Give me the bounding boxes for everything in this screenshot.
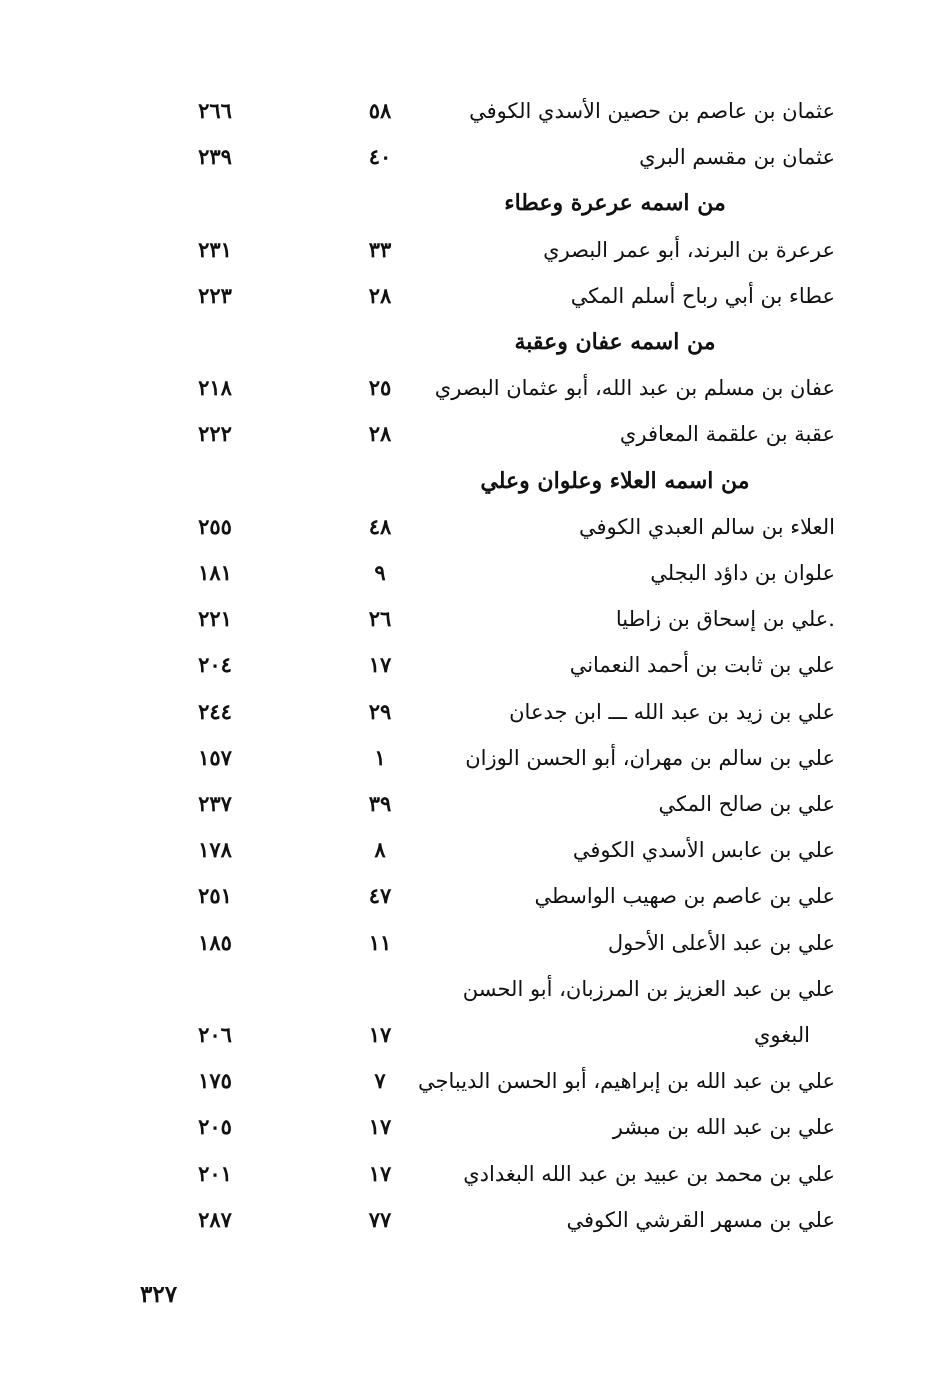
entry-name: علي بن عبد الله بن مبشر [612,1115,835,1140]
entry-page: ٢٨٧ [198,1206,232,1232]
entry-number: ٩ [374,560,386,585]
entry-page: ١٨١ [198,560,232,585]
entry-number: ٥٨ [368,98,392,123]
index-entry [0,504,940,550]
entry-name: عفان بن مسلم بن عبد الله، أبو عثمان البصري [434,376,835,401]
entry-name: علي بن عبد الله بن إبراهيم، أبو الحسن الديباجي [417,1069,835,1094]
entry-page: ٢٥٥ [198,513,232,539]
index-entry [0,411,940,457]
entry-number: ٧ [374,1068,386,1094]
page-number: ٣٢٧ [140,1281,178,1308]
section-heading-row [0,319,940,365]
entry-number: ١٧ [368,1160,392,1186]
entry-page: ٢٢٢ [198,421,232,447]
entry-page: ٢٦٦ [198,98,232,123]
entry-name: علي بن ثابت بن أحمد النعماني [569,653,835,678]
index-entry [0,1058,940,1104]
entry-name: علي بن عبد العزيز بن المرزبان، أبو الحسن [462,976,835,1001]
entry-page: ١٧٨ [198,837,232,863]
entry-number: ٤٨ [368,513,392,539]
index-entry [0,689,940,735]
entry-name: عرعرة بن البرند، أبو عمر البصري [543,237,835,262]
index-entry [0,966,940,1012]
entry-page: ٢٠٦ [198,1022,232,1047]
entry-name: علي بن صالح المكي [658,792,835,816]
entry-number: ٨ [374,837,386,863]
entry-number: ٣٩ [368,791,392,816]
index-entry [0,88,940,134]
entry-number: ٤٠ [368,144,392,170]
entry-name: عثمان بن مقسم البري [639,145,835,170]
section-heading: من اسمه العلاء وعلوان وعلي [480,467,750,494]
entry-name: علوان بن داؤد البجلي [650,561,835,585]
index-entry [0,596,940,642]
index-entry [0,827,940,873]
entry-name: عثمان بن عاصم بن حصين الأسدي الكوفي [469,99,835,123]
entry-page: ٢١٨ [198,375,232,401]
index-entry [0,227,940,273]
entry-page: ٢٣٧ [198,791,232,816]
entry-page: ٢٣٩ [198,144,232,170]
index-entry [0,781,940,827]
entry-name: عقبة بن علقمة المعافري [619,422,835,447]
entry-number: ١٧ [368,652,392,678]
index-entry [0,550,940,596]
entry-number: ٢٨ [368,282,392,308]
entry-name: علي بن عبد الأعلى الأحول [607,930,835,955]
section-heading: من اسمه عرعرة وعطاء [504,190,726,217]
index-entry [0,1104,940,1150]
entry-page: ١٥٧ [198,744,232,770]
entry-number: ١ [374,744,386,770]
index-entry [0,1197,940,1243]
entry-page: ١٨٥ [198,929,232,955]
entry-number: ٢٥ [368,375,392,401]
entry-name: علي بن عاصم بن صهيب الواسطي [534,884,835,909]
entry-name: علي بن مسهر القرشي الكوفي [566,1207,835,1232]
entry-page: ٢٢٣ [198,282,232,308]
index-entry [0,1012,940,1058]
index-entry [0,873,940,919]
entry-name: علي بن محمد بن عبيد بن عبد الله البغدادي [463,1161,835,1186]
entry-name: علي بن سالم بن مهران، أبو الحسن الوزان [465,745,835,770]
index-entry [0,642,940,688]
entry-name: البغوي [754,1023,810,1047]
entry-name: .علي بن إسحاق بن زاطيا [615,607,835,632]
entry-page: ٢٠٥ [198,1114,232,1140]
entry-number: ٢٩ [368,698,392,724]
entry-page: ٢٠١ [198,1160,232,1186]
entry-page: ٢٣١ [198,236,232,262]
index-entry [0,1151,940,1197]
section-heading-row [0,458,940,504]
entry-page: ٢٢١ [198,606,232,632]
index-entry [0,134,940,180]
index-entry [0,735,940,781]
index-entry [0,920,940,966]
entry-page: ١٧٥ [198,1068,232,1094]
entry-name: عطاء بن أبي رباح أسلم المكي [570,283,835,308]
entry-page: ٢٥١ [198,883,232,909]
entry-number: ١٧ [368,1114,392,1140]
index-entry [0,365,940,411]
entry-number: ٢٨ [368,421,392,447]
entry-number: ٣٣ [368,236,392,262]
entry-number: ٧٧ [368,1206,392,1232]
entry-number: ١١ [368,929,392,955]
entry-name: العلاء بن سالم العبدي الكوفي [578,514,835,539]
entry-number: ٤٧ [368,883,392,909]
entry-page: ٢٤٤ [198,698,232,724]
entry-number: ١٧ [368,1022,392,1047]
entry-number: ٢٦ [368,606,392,632]
section-heading: من اسمه عفان وعقبة [514,329,716,355]
index-entry [0,273,940,319]
entry-name: علي بن زيد بن عبد الله ـــ ابن جدعان [509,699,835,724]
entry-name: علي بن عابس الأسدي الكوفي [572,838,835,863]
entry-page: ٢٠٤ [198,652,232,678]
section-heading-row [0,180,940,226]
